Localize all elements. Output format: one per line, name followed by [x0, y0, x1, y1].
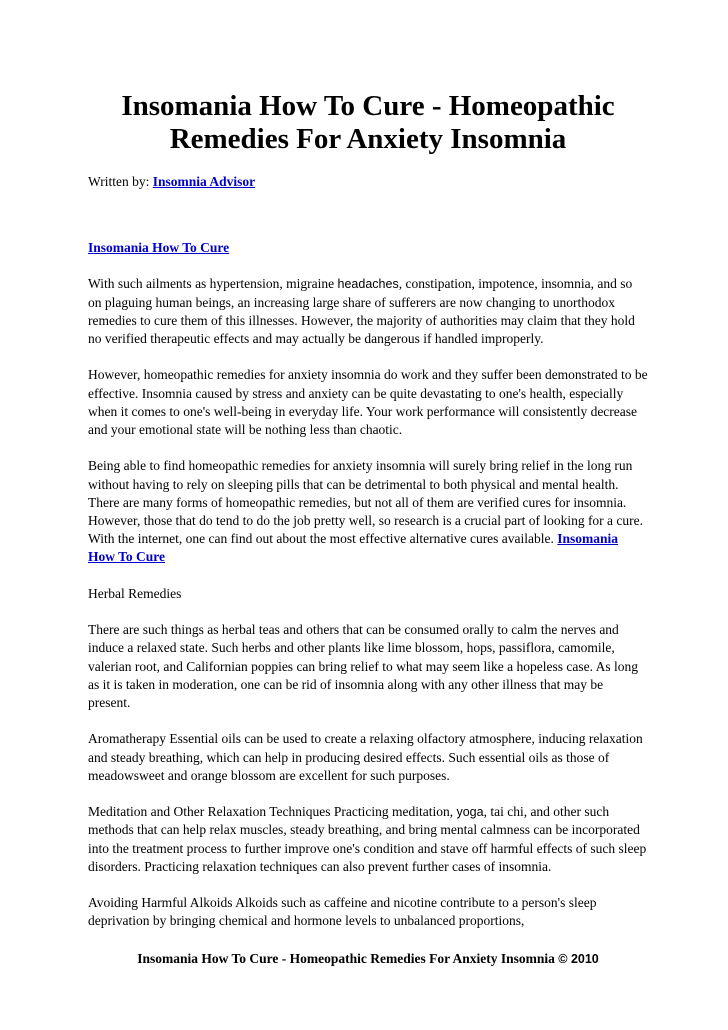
paragraph-7-keyword: yoga: [456, 805, 484, 820]
paragraph-3: [88, 457, 648, 566]
page-footer: [88, 950, 648, 968]
paragraph-1-keyword: headaches: [337, 277, 399, 292]
article-body: [88, 239, 648, 949]
paragraph-7-text-b: , tai chi, and other such methods that can help relax muscles, steady breathing, and bring mental calmness can be incorporated into the treatment process to further improve one's condition and stave off harmful effects of such sleep disorders. Practicing relaxation techniques can also prevent further cases of insomnia.: [88, 804, 647, 874]
footer-text: Insomania How To Cure - Homeopathic Remedies For Anxiety Insomnia: [137, 951, 559, 966]
paragraph-7: [88, 803, 648, 876]
paragraph-8: Avoiding Harmful Alkoids Alkoids such as caffeine and nicotine contribute to a person's sleep deprivation by bringing chemical and hormone levels to unbalanced proportions,: [88, 895, 597, 929]
footer-copyright: © 2010: [558, 952, 599, 966]
page-title: Insomania How To Cure - Homeopathic Remedies For Anxiety Insomnia: [121, 90, 615, 155]
paragraph-6: Aromatherapy Essential oils can be used to create a relaxing olfactory atmosphere, inducing relaxation and steady breathing, which can help in producing desired effects. Such essential oils as those of meadowsweet and orange blossom are excellent for such purposes.: [88, 731, 643, 783]
paragraph-1: [88, 275, 648, 348]
paragraph-2: However, homeopathic remedies for anxiety insomnia do work and they suffer been demonstrated to be effective. Insomnia caused by stress and anxiety can be quite devastating to one's health, especially when it comes to one's well-being in everyday life. Your work performance will consistently decrease and your emotional state will be nothing less than chaotic.: [88, 367, 648, 437]
section-heading-paragraph: [88, 239, 648, 257]
paragraph-3-text: Being able to find homeopathic remedies for anxiety insomnia will surely bring relief in the long run without having to rely on sleeping pills that can be detrimental to both physical and mental health. There are many forms of homeopathic remedies, but not all of them are verified cures for insomnia. However, those that do tend to do the job pretty well, so research is a crucial part of looking for a cure. With the internet, one can find out about the most effective alternative cures available.: [88, 458, 644, 547]
byline: [88, 173, 255, 191]
paragraph-5: There are such things as herbal teas and others that can be consumed orally to calm the nerves and induce a relaxed state. Such herbs and other plants like lime blossom, hops, passiflora, camomile, valerian root, and Californian poppies can bring relief to what may seem like a hopeless case. As long as it is taken in moderation, one can be rid of insomnia along with any other illness that may be present.: [88, 622, 638, 710]
paragraph-1-text-b: , constipation, impotence, insomnia, and so on plaguing human beings, an increasing large share of sufferers are now changing to unorthodox remedies to cure them of this illnesses. However, the majority of authorities may claim that they hold no verified therapeutic effects and may actually be dangerous if handled improperly.: [88, 276, 635, 346]
paragraph-7-text-a: Meditation and Other Relaxation Techniques Practicing meditation,: [88, 804, 457, 820]
byline-label: Written by:: [88, 174, 150, 189]
paragraph-4-heading: Herbal Remedies: [88, 585, 182, 601]
section-link[interactable]: Insomania How To Cure: [88, 240, 230, 255]
author-link[interactable]: Insomnia Advisor: [152, 174, 256, 189]
inline-link[interactable]: Insomania How To Cure: [88, 531, 619, 565]
paragraph-1-text-a: With such ailments as hypertension, migraine: [88, 276, 338, 292]
